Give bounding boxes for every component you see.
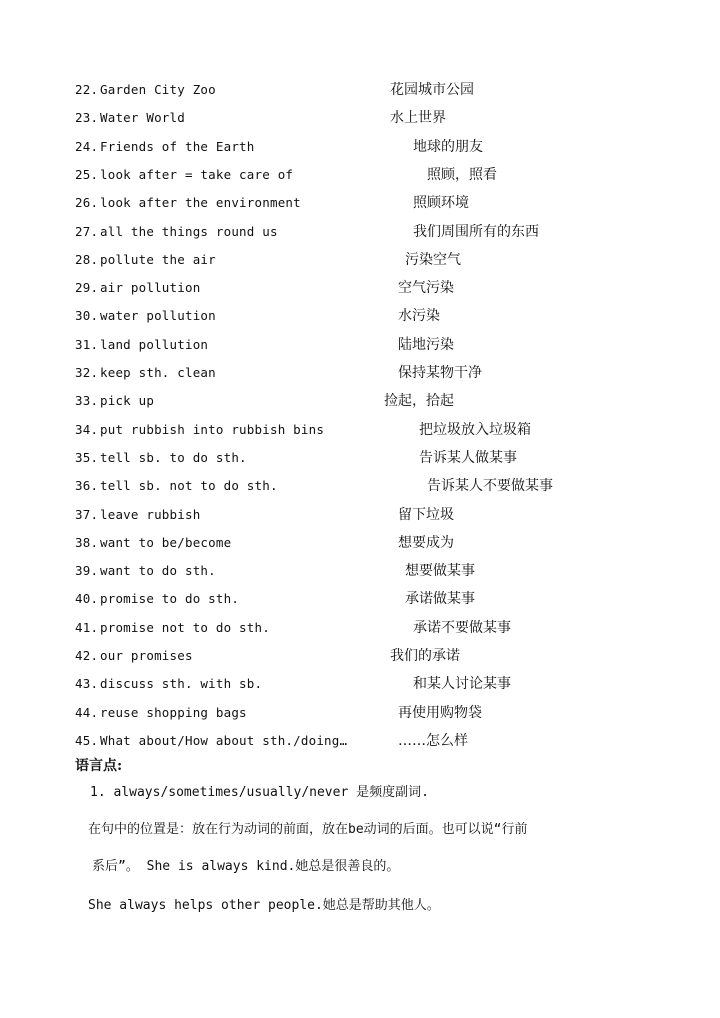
vocab-english: look after = take care of <box>100 167 294 182</box>
vocab-english: our promises <box>100 648 193 663</box>
vocab-row <box>0 335 720 355</box>
vocab-chinese: 地球的朋友 <box>413 139 483 155</box>
vocab-number: 31. <box>75 337 99 352</box>
vocab-english: want to be/become <box>100 535 232 550</box>
vocab-row <box>0 165 720 185</box>
vocab-number: 34. <box>75 422 99 437</box>
vocab-number: 23. <box>75 110 99 125</box>
vocab-english: want to do sth. <box>100 563 216 578</box>
point-1-explanation-line-2: 系后”。 She is always kind.她总是很善良的。 <box>92 859 400 874</box>
language-points-heading: 语言点: <box>75 758 123 774</box>
vocab-chinese: 告诉某人做某事 <box>419 450 517 466</box>
vocab-chinese: 捡起，拾起 <box>384 393 454 409</box>
vocab-row <box>0 703 720 723</box>
vocab-number: 37. <box>75 507 99 522</box>
vocab-number: 32. <box>75 365 99 380</box>
vocab-number: 27. <box>75 224 99 239</box>
vocab-row <box>0 674 720 694</box>
vocab-chinese: 留下垃圾 <box>398 507 454 523</box>
vocab-english: land pollution <box>100 337 209 352</box>
vocab-english: promise not to do sth. <box>100 620 270 635</box>
vocab-row <box>0 505 720 525</box>
vocab-english: all the things round us <box>100 224 278 239</box>
vocab-chinese: 我们的承诺 <box>390 648 460 664</box>
vocab-english: Garden City Zoo <box>100 82 216 97</box>
vocab-number: 41. <box>75 620 99 635</box>
vocab-number: 40. <box>75 591 99 606</box>
vocab-row <box>0 222 720 242</box>
vocab-row <box>0 278 720 298</box>
vocab-english: Friends of the Earth <box>100 139 255 154</box>
vocab-english: pick up <box>100 393 155 408</box>
vocab-chinese: 照顾，照看 <box>427 167 497 183</box>
vocab-chinese: 水上世界 <box>390 110 446 126</box>
vocab-chinese: 空气污染 <box>398 280 454 296</box>
vocab-english: promise to do sth. <box>100 591 240 606</box>
vocab-chinese: 把垃圾放入垃圾箱 <box>419 422 531 438</box>
vocab-english: leave rubbish <box>100 507 201 522</box>
vocab-chinese: 水污染 <box>398 308 440 324</box>
vocab-row <box>0 448 720 468</box>
vocab-chinese: 污染空气 <box>405 252 461 268</box>
vocab-english: pollute the air <box>100 252 216 267</box>
vocab-english: put rubbish into rubbish bins <box>100 422 325 437</box>
vocab-row <box>0 533 720 553</box>
vocab-english: What about/How about sth./doing… <box>100 733 348 748</box>
vocab-number: 26. <box>75 195 99 210</box>
vocab-row <box>0 561 720 581</box>
vocab-row <box>0 646 720 666</box>
vocab-english: look after the environment <box>100 195 301 210</box>
vocab-number: 45. <box>75 733 99 748</box>
vocab-number: 36. <box>75 478 99 493</box>
vocab-row <box>0 420 720 440</box>
vocab-number: 42. <box>75 648 99 663</box>
vocab-number: 38. <box>75 535 99 550</box>
vocab-row <box>0 589 720 609</box>
vocab-english: Water World <box>100 110 185 125</box>
vocab-chinese: 承诺不要做某事 <box>413 620 511 636</box>
vocab-english: keep sth. clean <box>100 365 216 380</box>
vocab-row <box>0 137 720 157</box>
vocab-row <box>0 250 720 270</box>
vocab-english: tell sb. not to do sth. <box>100 478 278 493</box>
vocab-row <box>0 108 720 128</box>
vocab-number: 24. <box>75 139 99 154</box>
vocab-number: 29. <box>75 280 99 295</box>
point-1-example: She always helps other people.她总是帮助其他人。 <box>88 898 440 913</box>
vocab-number: 44. <box>75 705 99 720</box>
vocab-chinese: 想要做某事 <box>405 563 475 579</box>
vocab-number: 25. <box>75 167 99 182</box>
vocab-number: 39. <box>75 563 99 578</box>
vocab-row <box>0 363 720 383</box>
point-1-explanation-line-1: 在句中的位置是：放在行为动词的前面，放在be动词的后面。也可以说“行前 <box>88 822 528 837</box>
vocab-row <box>0 476 720 496</box>
vocab-number: 22. <box>75 82 99 97</box>
vocab-row <box>0 306 720 326</box>
vocab-chinese: 花园城市公园 <box>390 82 474 98</box>
vocab-english: discuss sth. with sb. <box>100 676 263 691</box>
vocab-row <box>0 80 720 100</box>
vocab-chinese: 告诉某人不要做某事 <box>427 478 553 494</box>
vocab-chinese: 和某人讨论某事 <box>413 676 511 692</box>
vocab-english: air pollution <box>100 280 201 295</box>
vocab-chinese: 再使用购物袋 <box>398 705 482 721</box>
point-1-title: 1. always/sometimes/usually/never 是频度副词. <box>90 785 429 800</box>
vocab-chinese: 保持某物干净 <box>398 365 482 381</box>
vocab-chinese: 照顾环境 <box>413 195 469 211</box>
vocab-number: 43. <box>75 676 99 691</box>
vocab-number: 33. <box>75 393 99 408</box>
vocab-chinese: 承诺做某事 <box>405 591 475 607</box>
vocab-row <box>0 193 720 213</box>
vocab-row <box>0 618 720 638</box>
vocab-english: reuse shopping bags <box>100 705 247 720</box>
vocab-row <box>0 391 720 411</box>
vocab-row <box>0 731 720 751</box>
vocab-number: 30. <box>75 308 99 323</box>
vocab-chinese: 想要成为 <box>398 535 454 551</box>
vocab-english: tell sb. to do sth. <box>100 450 247 465</box>
vocab-chinese: 我们周围所有的东西 <box>413 224 539 240</box>
vocab-english: water pollution <box>100 308 216 323</box>
vocab-number: 28. <box>75 252 99 267</box>
vocab-chinese: 陆地污染 <box>398 337 454 353</box>
vocab-chinese: ……怎么样 <box>398 733 468 749</box>
vocab-number: 35. <box>75 450 99 465</box>
